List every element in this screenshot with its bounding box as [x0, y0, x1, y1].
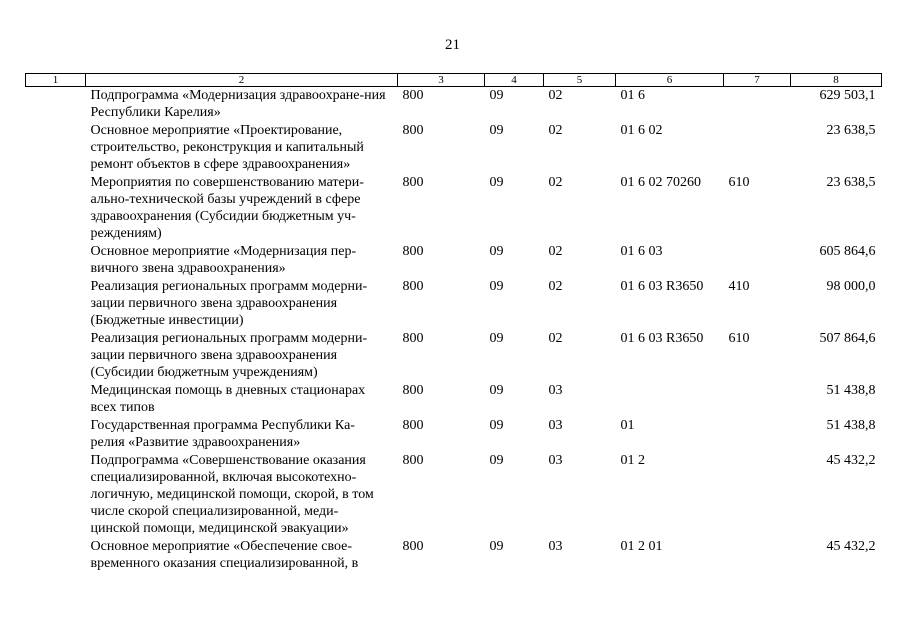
- row-number-cell: [26, 330, 86, 382]
- item-name: Основное мероприятие «Модернизация пер-вичного звена здравоохранения»: [90, 244, 357, 276]
- ministry-code: 800: [402, 383, 424, 398]
- table-row: [26, 278, 882, 330]
- target-article-code: 01 6 03: [620, 244, 663, 259]
- expense-type-code: [724, 243, 791, 278]
- row-number-cell: [26, 174, 86, 243]
- table-row: [26, 87, 882, 123]
- row-number-cell: [26, 538, 86, 573]
- item-name: Реализация региональных программ модерни-зации первичного звена здравоохранения (Бюджетные инвестиции): [90, 279, 368, 328]
- amount: 51 438,8: [826, 383, 876, 398]
- table-row: [26, 243, 882, 278]
- table-row: [26, 382, 882, 417]
- table-row: [26, 538, 882, 573]
- amount: 23 638,5: [826, 175, 876, 190]
- item-name: Реализация региональных программ модерни-зации первичного звена здравоохранения (Субсидии бюджетным учреждениям): [90, 331, 368, 380]
- amount: 605 864,6: [819, 244, 876, 259]
- expense-type-code: [724, 538, 791, 573]
- subsection-code: 02: [548, 123, 563, 138]
- column-header-4: 4: [485, 74, 544, 87]
- row-number-cell: [26, 122, 86, 174]
- expense-type-code: 610: [728, 331, 750, 346]
- item-name: Мероприятия по совершенствованию матери-ально-технической базы учреждений в сфере здравоохранения (Субсидии бюджетным уч-реждениям): [90, 175, 364, 241]
- section-code: 09: [489, 123, 504, 138]
- amount: 23 638,5: [826, 123, 876, 138]
- subsection-code: 02: [548, 244, 563, 259]
- table-row: [26, 330, 882, 382]
- ministry-code: 800: [402, 418, 424, 433]
- target-article-code: 01 6 03 R3650: [620, 331, 704, 346]
- subsection-code: 03: [548, 418, 563, 433]
- target-article-code: 01: [620, 418, 635, 433]
- section-code: 09: [489, 539, 504, 554]
- row-number-cell: [26, 452, 86, 538]
- item-name: Государственная программа Республики Ка-релия «Развитие здравоохранения»: [90, 418, 355, 450]
- ministry-code: 800: [402, 88, 424, 103]
- expense-type-code: 410: [728, 279, 750, 294]
- subsection-code: 02: [548, 175, 563, 190]
- budget-table: [25, 73, 882, 573]
- table-row: [26, 174, 882, 243]
- expense-type-code: 610: [728, 175, 750, 190]
- expense-type-code: [724, 452, 791, 538]
- ministry-code: 800: [402, 279, 424, 294]
- section-code: 09: [489, 279, 504, 294]
- subsection-code: 03: [548, 453, 563, 468]
- ministry-code: 800: [402, 331, 424, 346]
- column-header-6: 6: [616, 74, 724, 87]
- ministry-code: 800: [402, 175, 424, 190]
- target-article-code: 01 6: [620, 88, 645, 103]
- ministry-code: 800: [402, 539, 424, 554]
- target-article-code: 01 6 02: [620, 123, 663, 138]
- column-header-2: 2: [86, 74, 398, 87]
- subsection-code: 03: [548, 539, 563, 554]
- subsection-code: 02: [548, 88, 563, 103]
- item-name: Основное мероприятие «Проектирование, строительство, реконструкция и капитальный ремонт объектов в сфере здравоохранения»: [90, 123, 364, 172]
- amount: 629 503,1: [819, 88, 876, 103]
- table-row: [26, 452, 882, 538]
- expense-type-code: [724, 382, 791, 417]
- expense-type-code: [724, 87, 791, 123]
- row-number-cell: [26, 243, 86, 278]
- amount: 98 000,0: [826, 279, 876, 294]
- row-number-cell: [26, 87, 86, 123]
- item-name: Медицинская помощь в дневных стационарах всех типов: [90, 383, 366, 415]
- section-code: 09: [489, 453, 504, 468]
- ministry-code: 800: [402, 453, 424, 468]
- section-code: 09: [489, 244, 504, 259]
- amount: 507 864,6: [819, 331, 876, 346]
- expense-type-code: [724, 122, 791, 174]
- amount: 51 438,8: [826, 418, 876, 433]
- column-header-3: 3: [398, 74, 485, 87]
- subsection-code: 02: [548, 279, 563, 294]
- ministry-code: 800: [402, 244, 424, 259]
- row-number-cell: [26, 417, 86, 452]
- ministry-code: 800: [402, 123, 424, 138]
- expense-type-code: [724, 417, 791, 452]
- subsection-code: 03: [548, 383, 563, 398]
- section-code: 09: [489, 331, 504, 346]
- target-article-code: 01 6 02 70260: [620, 175, 701, 190]
- item-name: Подпрограмма «Модернизация здравоохране-ния Республики Карелия»: [90, 88, 386, 120]
- column-header-1: 1: [26, 74, 86, 87]
- section-code: 09: [489, 88, 504, 103]
- target-article-code: 01 2: [620, 453, 645, 468]
- target-article-code: [616, 382, 724, 417]
- header-row: [26, 74, 882, 87]
- target-article-code: 01 2 01: [620, 539, 663, 554]
- section-code: 09: [489, 383, 504, 398]
- section-code: 09: [489, 418, 504, 433]
- section-code: 09: [489, 175, 504, 190]
- page-number: 21: [445, 37, 460, 53]
- item-name: Подпрограмма «Совершенствование оказания специализированной, включая высокотехно-логичную, медицинской помощи, скорой, в том числе скорой специализированной, меди-цинской помощи, медицинской эвакуации»: [90, 453, 374, 536]
- table-row: [26, 417, 882, 452]
- column-header-5: 5: [544, 74, 616, 87]
- column-header-7: 7: [724, 74, 791, 87]
- row-number-cell: [26, 278, 86, 330]
- row-number-cell: [26, 382, 86, 417]
- subsection-code: 02: [548, 331, 563, 346]
- target-article-code: 01 6 03 R3650: [620, 279, 704, 294]
- column-header-8: 8: [791, 74, 882, 87]
- amount: 45 432,2: [826, 453, 876, 468]
- amount: 45 432,2: [826, 539, 876, 554]
- table-row: [26, 122, 882, 174]
- item-name: Основное мероприятие «Обеспечение свое-временного оказания специализированной, в: [90, 539, 359, 571]
